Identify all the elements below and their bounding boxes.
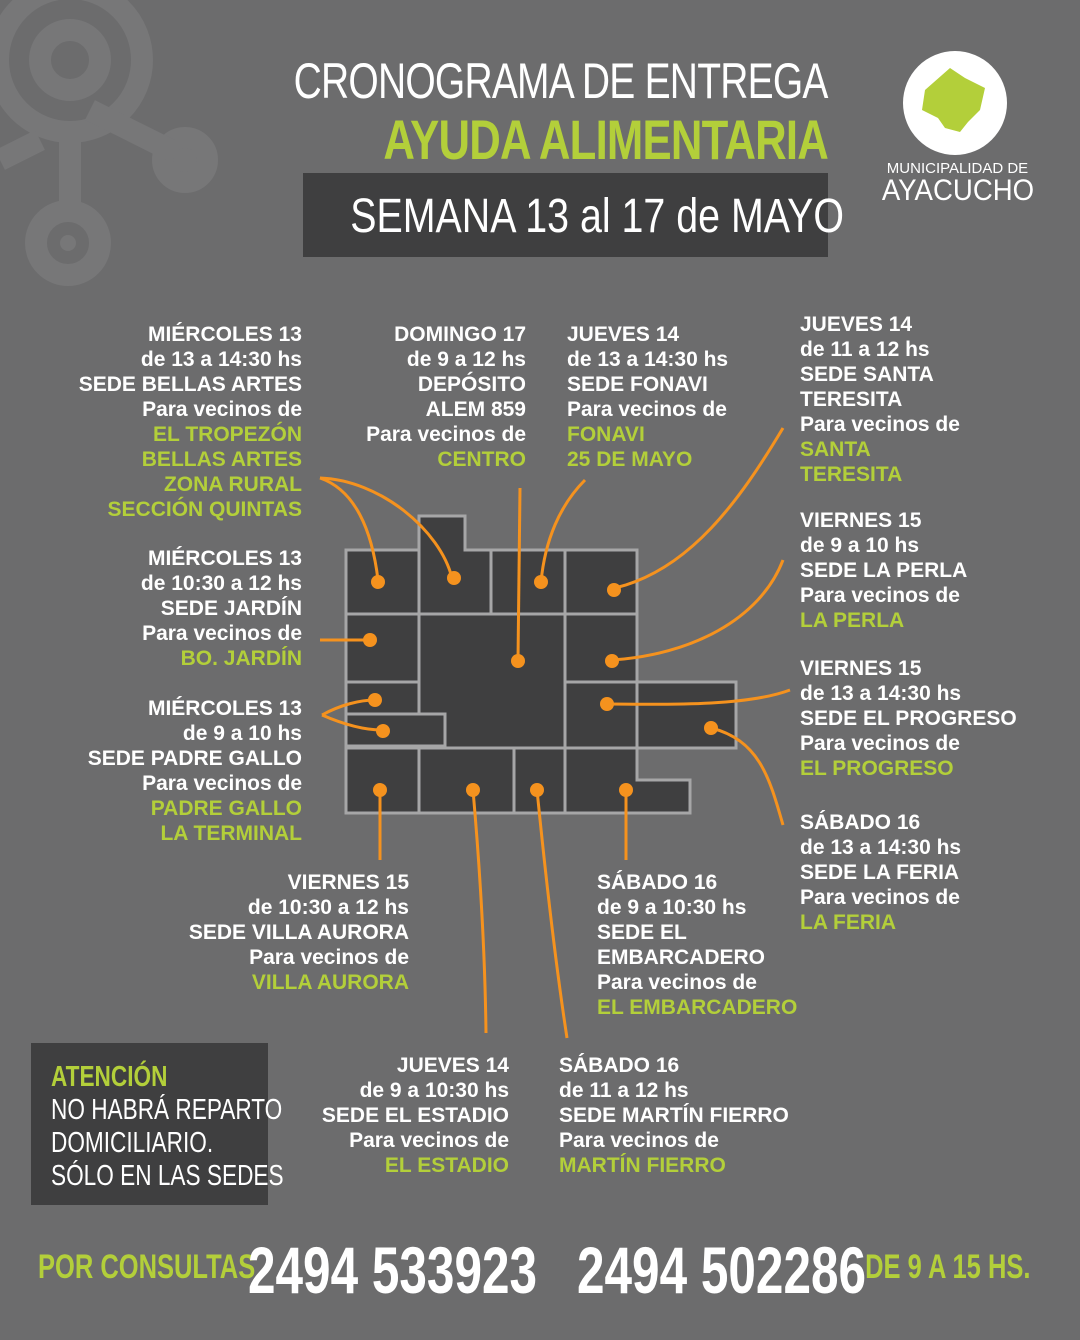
schedule-area: PADRE GALLO (150, 797, 302, 820)
schedule-site: SEDE MARTÍN FIERRO (559, 1104, 789, 1127)
phone-number-1: 2494 533923 (248, 1233, 538, 1307)
schedule-day: SÁBADO 16 (559, 1054, 680, 1077)
schedule-area: FONAVI (567, 423, 645, 446)
schedule-embarcadero (597, 870, 797, 1020)
schedule-area: EL ESTADIO (384, 1154, 509, 1177)
schedule-day: DOMINGO 17 (394, 323, 526, 346)
schedule-site: SEDE LA FERIA (800, 861, 960, 884)
schedule-area: VILLA AURORA (251, 971, 409, 994)
network-decoration-icon (0, 0, 207, 275)
title-line1: CRONOGRAMA DE ENTREGA (293, 53, 828, 109)
phone-number-2: 2494 502286 (577, 1233, 867, 1307)
schedule-site: SEDE EL (597, 921, 687, 944)
schedule-time: de 10:30 a 12 hs (247, 896, 409, 919)
schedule-day: JUEVES 14 (800, 313, 913, 336)
schedule-for: Para vecinos de (800, 584, 960, 607)
week-banner (303, 173, 844, 257)
schedule-deposito (366, 322, 526, 472)
schedule-estadio (322, 1053, 509, 1178)
schedule-for: Para vecinos de (249, 946, 409, 969)
schedule-day: SÁBADO 16 (597, 871, 718, 894)
schedule-jardin (141, 546, 302, 671)
schedule-time: de 9 a 10 hs (800, 534, 920, 557)
schedule-site: TERESITA (800, 388, 903, 411)
schedule-time: de 13 a 14:30 hs (800, 836, 962, 859)
schedule-area: LA PERLA (800, 609, 905, 632)
schedule-area: LA TERMINAL (160, 822, 302, 845)
schedule-day: VIERNES 15 (287, 871, 409, 894)
schedule-for: Para vecinos de (349, 1129, 509, 1152)
schedule-area: EL EMBARCADERO (597, 996, 798, 1019)
schedule-day: VIERNES 15 (800, 657, 922, 680)
schedule-for: Para vecinos de (559, 1129, 719, 1152)
schedule-area: SECCIÓN QUINTAS (107, 498, 302, 521)
schedule-site: EMBARCADERO (597, 946, 765, 969)
schedule-for: Para vecinos de (567, 398, 727, 421)
schedule-martin-fierro (559, 1053, 789, 1178)
schedule-for: Para vecinos de (142, 622, 302, 645)
schedule-for: Para vecinos de (800, 886, 960, 909)
schedule-for: Para vecinos de (597, 971, 757, 994)
schedule-site: DEPÓSITO (417, 373, 526, 396)
attention-line: DOMICILIARIO. (51, 1127, 214, 1159)
schedule-site: SEDE PADRE GALLO (87, 747, 302, 770)
schedule-bellas-artes (79, 322, 302, 522)
schedule-area: BELLAS ARTES (141, 448, 302, 471)
schedule-site: SEDE VILLA AURORA (188, 921, 409, 944)
schedule-area: EL PROGRESO (800, 757, 954, 780)
footer-hours: DE 9 A 15 HS. (864, 1248, 1030, 1286)
attention-box (31, 1043, 284, 1205)
schedule-day: JUEVES 14 (396, 1054, 509, 1077)
schedule-area: BO. JARDÍN (180, 647, 302, 670)
schedule-site: SEDE JARDÍN (160, 597, 302, 620)
schedule-area: SANTA (800, 438, 871, 461)
footer-label: POR CONSULTAS (38, 1248, 256, 1286)
attention-title: ATENCIÓN (51, 1061, 168, 1093)
schedule-day: SÁBADO 16 (800, 811, 921, 834)
schedule-villa-aurora (189, 870, 409, 995)
schedule-time: de 9 a 10:30 hs (597, 896, 747, 919)
schedule-site: SEDE FONAVI (567, 373, 708, 396)
schedule-for: Para vecinos de (800, 732, 960, 755)
schedule-site: SEDE BELLAS ARTES (78, 373, 302, 396)
logo-line1: MUNICIPALIDAD DE (886, 160, 1029, 177)
ayacucho-logo-icon (903, 51, 1007, 155)
schedule-time: de 9 a 12 hs (406, 348, 526, 371)
schedule-area: MARTÍN FIERRO (559, 1154, 726, 1177)
schedule-area: EL TROPEZÓN (153, 423, 302, 446)
schedule-el-progreso (800, 656, 1017, 781)
schedule-day: MIÉRCOLES 13 (147, 547, 302, 570)
schedule-area: 25 DE MAYO (567, 448, 693, 471)
schedule-site: SEDE LA PERLA (800, 559, 968, 582)
schedule-for: Para vecinos de (800, 413, 960, 436)
schedule-site: SEDE EL ESTADIO (321, 1104, 509, 1127)
schedule-fonavi (567, 322, 728, 472)
schedule-time: de 11 a 12 hs (559, 1079, 689, 1102)
schedule-time: de 13 a 14:30 hs (140, 348, 302, 371)
schedule-for: Para vecinos de (142, 398, 302, 421)
title-line2: AYUDA ALIMENTARIA (383, 108, 828, 171)
schedule-padre-gallo (88, 696, 302, 846)
attention-line: NO HABRÁ REPARTO (51, 1094, 283, 1126)
city-map (346, 516, 736, 813)
schedule-for: Para vecinos de (142, 772, 302, 795)
schedule-for: Para vecinos de (366, 423, 526, 446)
schedule-day: MIÉRCOLES 13 (147, 323, 302, 346)
week-label: SEMANA 13 al 17 de MAYO (350, 190, 844, 243)
schedule-la-perla (800, 508, 967, 633)
schedule-time: de 9 a 10 hs (182, 722, 302, 745)
schedule-area: ZONA RURAL (163, 473, 302, 496)
schedule-santa-teresita (800, 312, 960, 487)
schedule-site: ALEM 859 (425, 398, 526, 421)
schedule-area: TERESITA (800, 463, 903, 486)
schedule-site: SEDE SANTA (800, 363, 934, 386)
schedule-time: de 11 a 12 hs (800, 338, 930, 361)
schedule-area: LA FERIA (800, 911, 897, 934)
schedule-day: MIÉRCOLES 13 (147, 697, 302, 720)
schedule-site: SEDE EL PROGRESO (800, 707, 1017, 730)
schedule-la-feria (800, 810, 961, 935)
schedule-area: CENTRO (437, 448, 526, 471)
schedule-day: JUEVES 14 (567, 323, 680, 346)
schedule-time: de 13 a 14:30 hs (800, 682, 962, 705)
schedule-day: VIERNES 15 (800, 509, 922, 532)
logo-line2: AYACUCHO (881, 174, 1035, 207)
schedule-time: de 13 a 14:30 hs (567, 348, 729, 371)
schedule-time: de 10:30 a 12 hs (140, 572, 302, 595)
schedule-time: de 9 a 10:30 hs (359, 1079, 509, 1102)
attention-line: SÓLO EN LAS SEDES (51, 1160, 284, 1192)
